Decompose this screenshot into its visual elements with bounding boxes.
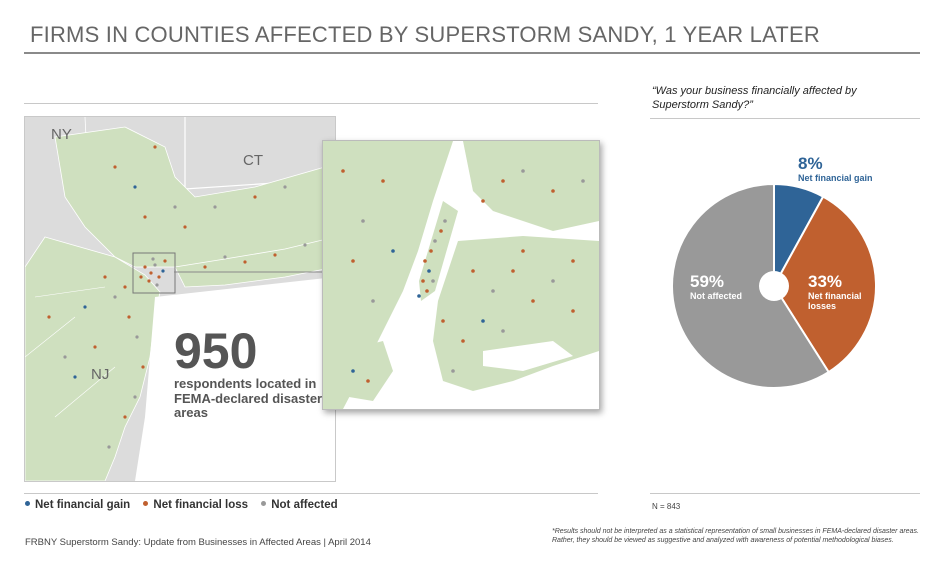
pie-center-hole (759, 271, 789, 301)
legend-item-none (261, 499, 337, 511)
legend-dot-gain (25, 501, 30, 506)
pie-name-loss: Net financial losses (808, 291, 862, 311)
pie-pct-gain: 8% (798, 154, 823, 173)
state-label-ct: CT (243, 152, 263, 169)
legend-dot-loss (143, 501, 148, 506)
map-legend (25, 499, 348, 511)
pie-name-gain: Net financial gain (798, 173, 873, 183)
pie-pct-none: 59% (690, 272, 725, 291)
pie-name-none: Not affected (690, 291, 743, 301)
state-label-nj: NJ (91, 366, 110, 383)
state-label-ny: NY (51, 126, 72, 143)
survey-question: “Was your business financially affected by Superstorm Sandy?” (652, 85, 857, 111)
pie-label-none (690, 272, 742, 301)
map-bottom-divider (24, 493, 598, 494)
nyc-inset-map (322, 140, 600, 410)
legend-label-gain: Net financial gain (35, 499, 131, 511)
pie-pct-loss: 33% (808, 272, 843, 291)
legend-dot-none (261, 501, 266, 506)
nyc-inset-svg (323, 141, 599, 409)
respondent-count: 950 (174, 323, 258, 379)
legend-item-gain (25, 499, 130, 511)
legend-item-loss (143, 499, 248, 511)
legend-label-loss: Net financial loss (153, 499, 249, 511)
page-title: FIRMS IN COUNTIES AFFECTED BY SUPERSTORM SANDY, 1 YEAR LATER (30, 22, 820, 47)
footer-source: FRBNY Superstorm Sandy: Update from Businesses in Affected Areas | April 2014 (25, 537, 371, 548)
pie-label-loss (808, 272, 868, 311)
pie-label-gain (798, 154, 873, 183)
sample-size-note: N = 843 (652, 502, 681, 511)
respondent-caption: respondents located in FEMA-declared disaster areas (174, 376, 323, 420)
n-divider (650, 493, 920, 494)
footer-disclaimer: *Results should not be interpreted as a statistical representation of small businesses in FEMA-declared disaster areas. Rather, they should be viewed as suggestive and analyzed with awareness of potential methodological biases. (552, 528, 919, 544)
legend-label-none: Not affected (271, 499, 338, 511)
question-divider (650, 118, 920, 119)
